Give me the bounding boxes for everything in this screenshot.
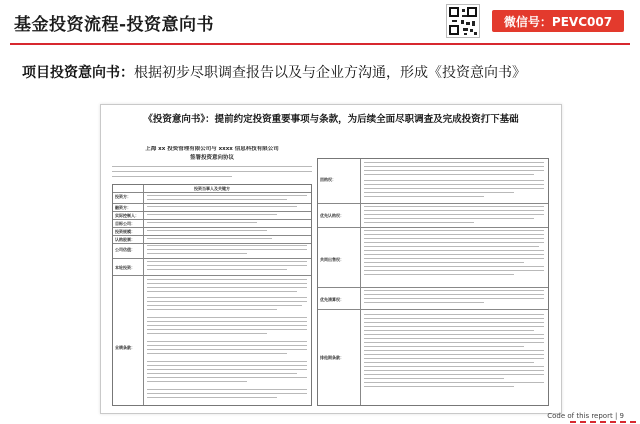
document-left-table [112, 184, 312, 406]
subtitle-lead: 项目投资意向书： [22, 65, 134, 81]
doc-label-preemptive: 优先认购权： [320, 213, 344, 218]
document-company-line: 上海 xx 投资管理有限公司与 xxxx 信息科技有限公司 [145, 146, 279, 152]
subtitle [22, 62, 526, 82]
doc-label-round: 本轮投资： [115, 265, 135, 270]
wechat-id-badge: 微信号：PEVC007 [492, 10, 624, 32]
doc-label-scale: 投资规模： [115, 229, 135, 234]
document-title: 签署投资意向协议 [189, 154, 234, 161]
header-divider [10, 43, 630, 45]
footer-dashes [570, 420, 640, 424]
doc-label-liquidation: 优先清算权： [320, 297, 344, 302]
qr-code-icon [446, 4, 480, 38]
doc-label-financing: 融资方： [115, 205, 131, 210]
page-number: | 9 [614, 412, 624, 420]
document-image [112, 146, 552, 406]
doc-label-exclusivity: 排他期条款： [320, 355, 344, 360]
footer [547, 412, 624, 420]
doc-label-valuation: 公司估值： [115, 247, 135, 252]
document-heading [112, 146, 312, 164]
footer-text: Code of this report [547, 412, 613, 420]
page-title: 基金投资流程-投资意向书 [14, 15, 215, 35]
doc-label-target: 目标公司： [115, 221, 135, 226]
document-table-header: 投资当事人及关键方 [194, 186, 230, 191]
doc-label-investor: 投资方： [115, 194, 131, 199]
doc-label-performance: 业绩条款： [115, 345, 135, 350]
doc-label-controller: 实际控制人： [115, 213, 139, 218]
doc-label-shares: 认购股票： [115, 237, 135, 242]
subtitle-text: 根据初步尽职调查报告以及与企业方沟通，形成《投资意向书》 [134, 65, 526, 81]
doc-label-buyback: 回购权： [320, 177, 336, 182]
frame-caption: 《投资意向书》：提前约定投资重要事项与条款，为后续全面尽职调查及完成投资打下基础 [143, 114, 519, 125]
doc-label-cosale: 共同出售权： [320, 257, 344, 262]
document-right-table [317, 158, 549, 406]
